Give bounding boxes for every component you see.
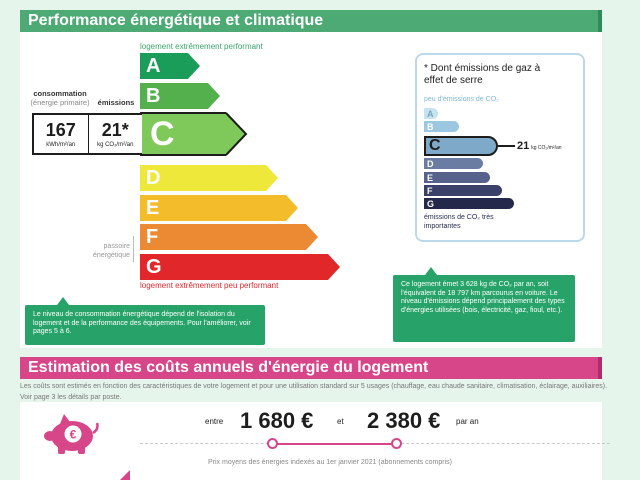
dpe-arrow-tip [286, 195, 298, 221]
dpe-bar-c-active [140, 112, 248, 156]
ges-bar-g: G [424, 198, 514, 209]
ges-bar-e: E [424, 172, 490, 183]
ges-bar-b: B [424, 121, 459, 132]
dpe-active-arrow-tip [226, 112, 248, 156]
dpe-bar-e [140, 195, 298, 221]
label-per-year: par an [456, 417, 479, 426]
ges-bar-c-active: C [424, 136, 498, 156]
max-cost: 2 380 € [367, 408, 441, 433]
emissions-cell [88, 115, 143, 153]
ges-value-label [517, 140, 562, 152]
dpe-bar-g [140, 254, 340, 280]
cost-range-line [272, 443, 396, 445]
ges-bar-a: A [424, 108, 438, 119]
passoire-bracket [133, 236, 134, 262]
emissions-label: émissions [97, 98, 135, 107]
dpe-values-box [32, 113, 142, 155]
dpe-letter-f: F [140, 224, 306, 250]
section-title-costs: Estimation des coûts annuels d'énergie du logement [20, 357, 602, 379]
label-and: et [337, 417, 344, 426]
consumption-sublabel: (énergie primaire) [30, 98, 90, 107]
dpe-arrow-tip [306, 224, 318, 250]
dpe-letter-g: G [140, 254, 328, 280]
dpe-arrow-tip [188, 53, 200, 79]
passoire-label: passoire énergétique [93, 243, 130, 259]
ges-pointer-line [498, 145, 515, 147]
consumption-label: consommation [33, 89, 87, 98]
ges-title: * Dont émissions de gaz à effet de serre [424, 63, 541, 86]
ges-bar-d: D [424, 158, 483, 169]
decorative-corner [120, 470, 130, 480]
dpe-letter-c: C [140, 112, 226, 156]
dpe-letter-e: E [140, 195, 286, 221]
piggy-bank-icon [40, 410, 100, 460]
emissions-unit: kg CO₂/m²/an [97, 141, 134, 148]
label-between: entre [205, 417, 224, 426]
consumption-cell [34, 115, 88, 153]
label-extremely-inefficient: logement extrêmement peu performant [140, 281, 279, 290]
dpe-arrow-tip [266, 165, 278, 191]
price-footnote: Prix moyens des énergies indexés au 1er janvier 2021 (abonnements compris) [208, 459, 452, 466]
dpe-bar-d [140, 165, 278, 191]
dpe-letter-d: D [140, 165, 266, 191]
label-extremely-efficient: logement extrêmement performant [140, 42, 263, 51]
cost-min-marker [267, 438, 278, 449]
callout-pointer [425, 267, 437, 275]
dpe-bar-a [140, 53, 200, 79]
costs-intro: Les coûts sont estimés en fonction des caractéristiques de votre logement et pour une utilisation standard sur 5 usages (chauffage, eau chaude sanitaire, climatisation, éclairage, auxiliaires). Voir page 3 les détails par poste. [20, 383, 608, 401]
euro-symbol: € [69, 427, 77, 442]
ges-high-label: émissions de CO₂ très importantes [424, 214, 494, 230]
callout-pointer [57, 297, 69, 305]
section-title-performance: Performance énergétique et climatique [20, 10, 602, 32]
dpe-arrow-tip [328, 254, 340, 280]
consumption-value: 167 [45, 119, 76, 140]
consumption-callout: Le niveau de consommation énergétique dépend de l'isolation du logement et de la performance des équipements. Pour l'améliorer, voir pages 5 à 6. [25, 305, 265, 345]
ges-low-label: peu d'émissions de CO₂ [424, 96, 499, 103]
ges-bar-f: F [424, 185, 502, 196]
dpe-arrow-tip [208, 83, 220, 109]
min-cost: 1 680 € [240, 408, 314, 433]
emissions-callout: Ce logement émet 3 628 kg de CO₂ par an, soit l'équivalent de 18 797 km parcourus en voiture. Le niveau d'émissions dépend principalement des types d'énergies utilisées (bois, électricité, gaz, fioul, etc.). [393, 275, 575, 342]
dpe-bar-f [140, 224, 318, 250]
dpe-bar-b [140, 83, 220, 109]
dpe-letter-b: B [140, 83, 208, 109]
emissions-value: 21* [101, 119, 129, 140]
dpe-letter-a: A [140, 53, 188, 79]
ges-value: 21 [517, 140, 530, 152]
cost-max-marker [391, 438, 402, 449]
ges-unit: kg CO₂/m²/an [531, 145, 562, 151]
consumption-unit: kWh/m²/an [46, 141, 76, 148]
